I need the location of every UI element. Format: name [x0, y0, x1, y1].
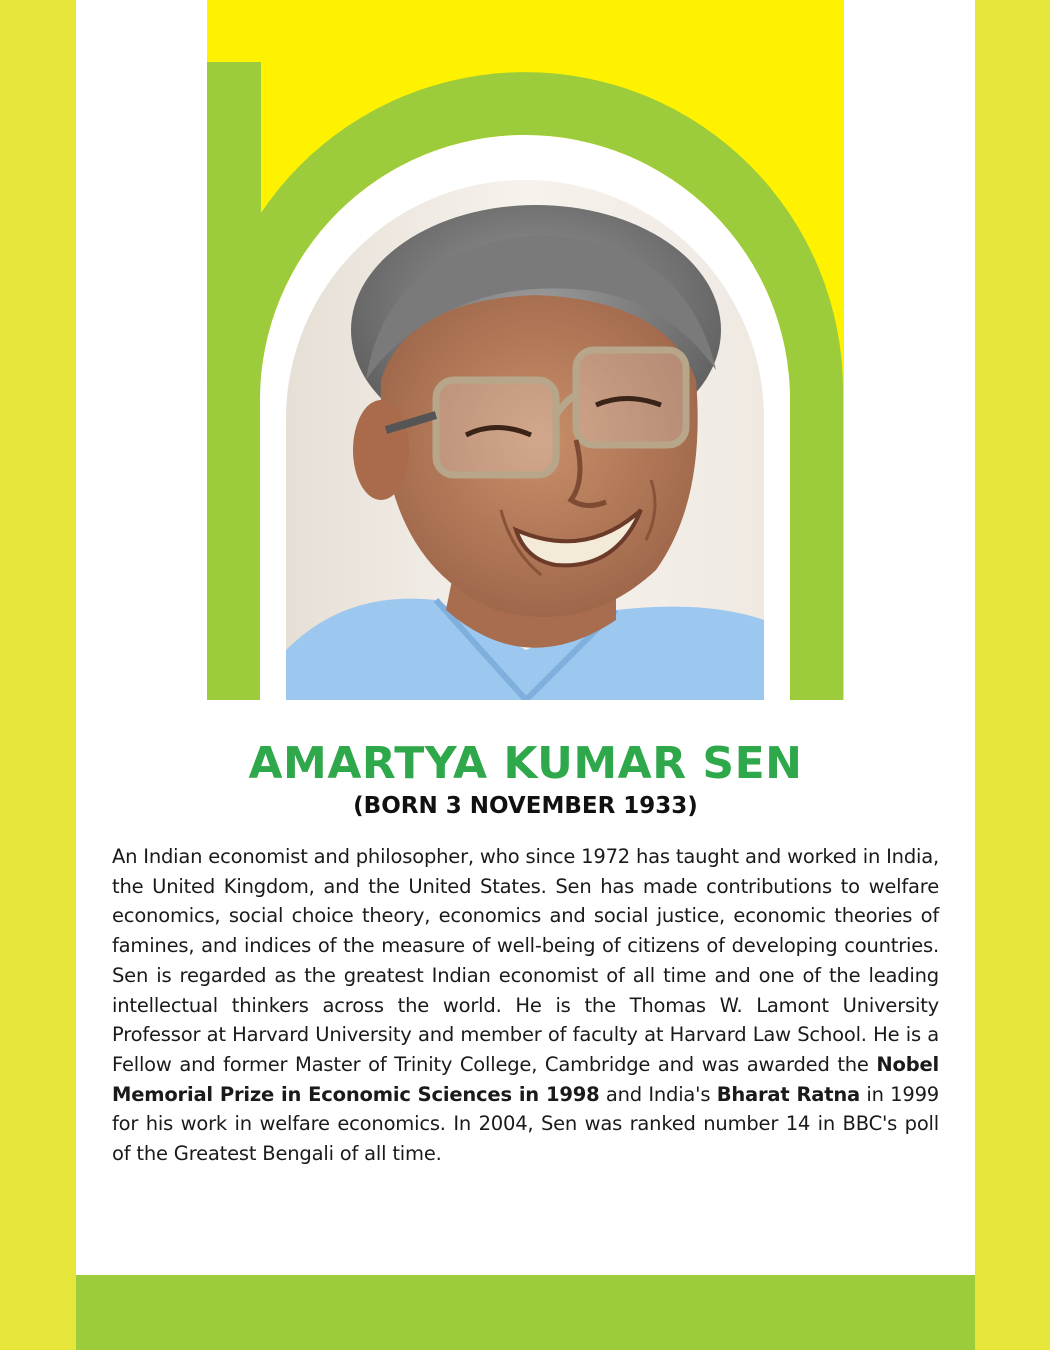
person-name: AMARTYA KUMAR SEN [248, 738, 803, 789]
bio-text-1: An Indian economist and philosopher, who since 1972 has taught and worked in India, the United Kingdom, and the United States. Sen has made contributions to welfare economics, social choice theory, economics and social justice, economic theories of famines, and indices of the measure of well-being of citizens of developing countries. Sen is regarded as the greatest Indian economist of all time and one of the leading intellectual thinkers across the world. He is the Thomas W. Lamont University Professor at Harvard University and member of faculty at Harvard Law School. He is a Fellow and former Master of Trinity College, Cambridge and was awarded the [112, 845, 939, 1076]
bio-bold-nobel: Nobel Memorial Prize in Economic Sciences in 1998 [112, 1052, 939, 1106]
portrait-photo [286, 180, 764, 700]
portrait-image [286, 180, 764, 700]
bio-paragraph [112, 842, 939, 1169]
footer-bar [76, 1275, 975, 1350]
birth-date: (BORN 3 NOVEMBER 1933) [353, 793, 698, 819]
bio-text-2: and India's [599, 1082, 717, 1106]
bio-text-3: in 1999 for his work in welfare economics. In 2004, Sen was ranked number 14 in BBC's poll of the Greatest Bengali of all time. [112, 1082, 939, 1166]
bio-bold-bharat-ratna: Bharat Ratna [716, 1082, 861, 1106]
